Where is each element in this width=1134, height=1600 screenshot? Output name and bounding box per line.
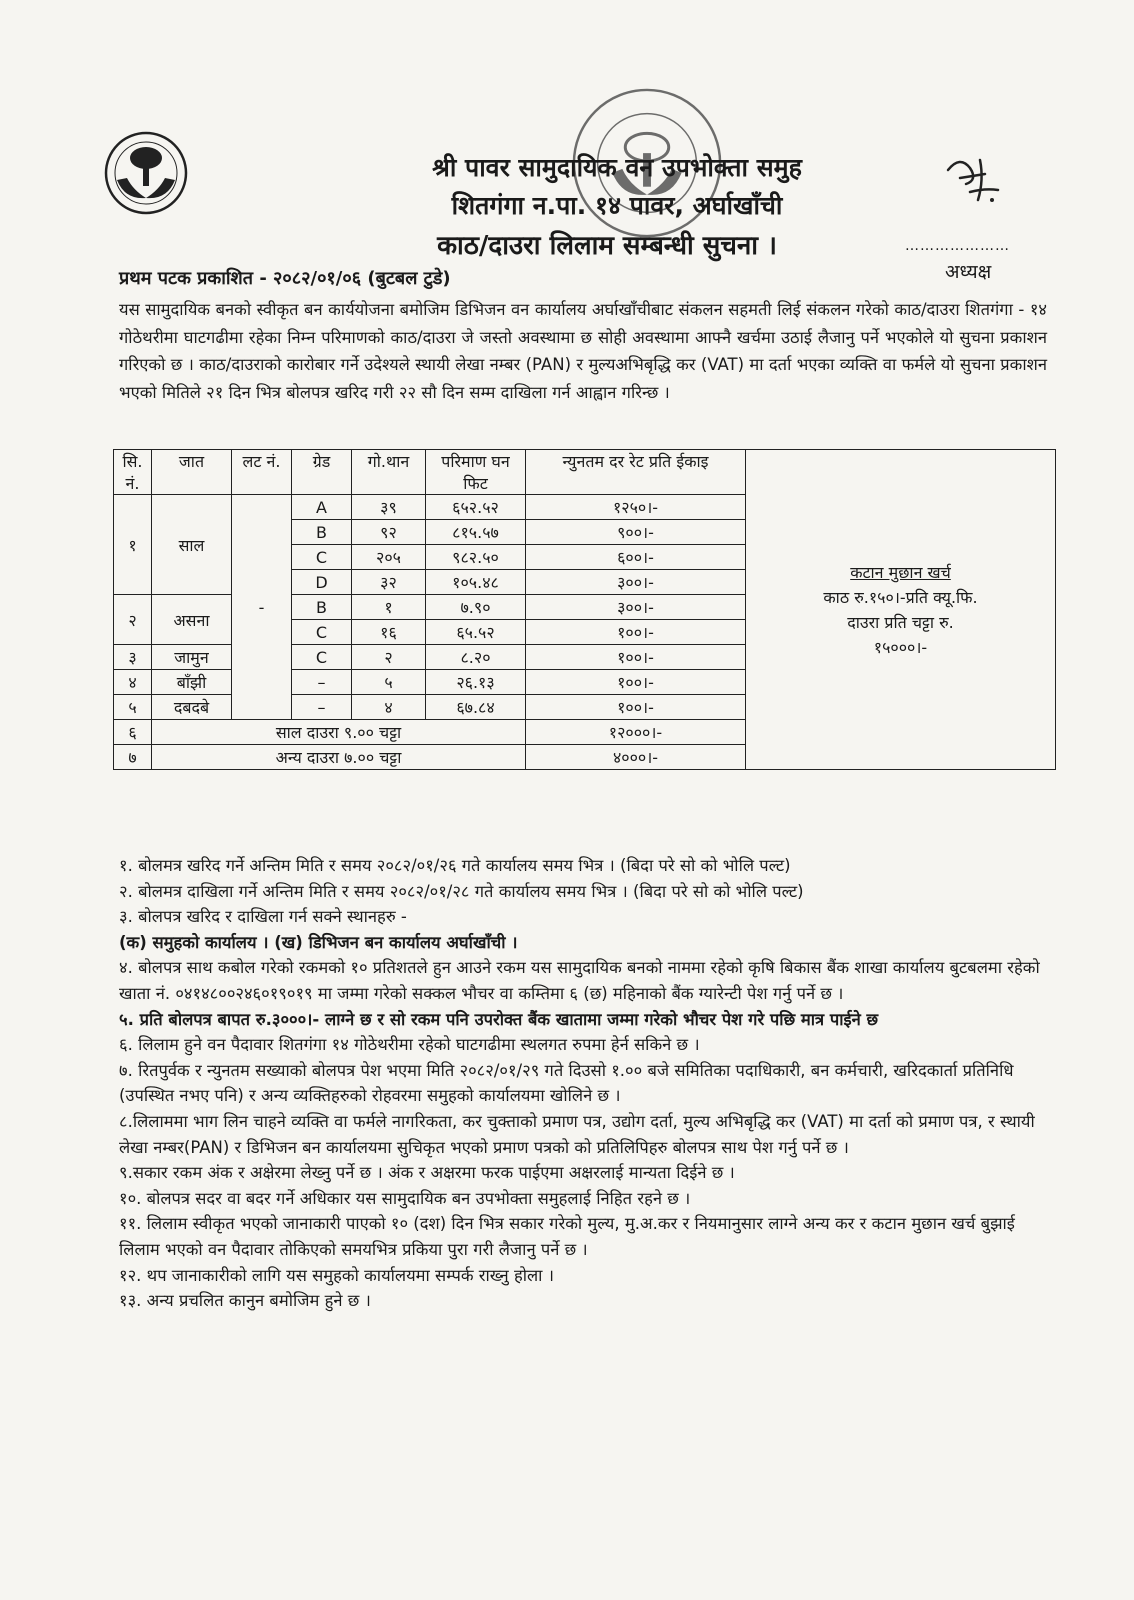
- cell-rate: १००।-: [526, 620, 746, 645]
- cell-logs: ३९: [352, 495, 426, 520]
- term-item: १. बोलमत्र खरिद गर्ने अन्तिम मिति र समय २०८२/०१/२६ गते कार्यालय समय भित्र । (बिदा परे सो को भोलि पल्ट): [119, 856, 791, 875]
- notice-title: काठ/दाउरा लिलाम सम्बन्धी सुचना ।: [437, 231, 777, 261]
- cell-volume: ६५२.५२: [426, 495, 526, 520]
- cell-rate: ४०००।-: [526, 745, 746, 770]
- remarks-line: १५०००।-: [873, 637, 928, 657]
- cell-species: असना: [152, 595, 232, 645]
- cell-sn: ४: [114, 670, 152, 695]
- cell-logs: ४: [352, 695, 426, 720]
- signature-line: …………………: [905, 238, 1010, 254]
- cell-grade: C: [292, 645, 352, 670]
- term-item: १२. थप जानाकारीको लागि यस समुहको कार्यालयमा सम्पर्क राख्नु होला ।: [119, 1265, 554, 1285]
- cell-rate: १००।-: [526, 645, 746, 670]
- cell-logs: ९२: [352, 520, 426, 545]
- header-lot: लट नं.: [232, 450, 292, 495]
- cell-rate: १२०००।-: [526, 720, 746, 745]
- cell-volume: १०५.४८: [426, 570, 526, 595]
- term-item: ३. बोलपत्र खरिद र दाखिला गर्न सक्ने स्थानहरु -: [119, 907, 407, 927]
- cell-firewood-label: अन्य दाउरा ७.०० चट्टा: [152, 745, 526, 770]
- cell-grade: B: [292, 520, 352, 545]
- cell-grade: C: [292, 620, 352, 645]
- header-volume: परिमाण घन फिट: [426, 450, 526, 495]
- cell-logs: ५: [352, 670, 426, 695]
- cell-grade: –: [292, 670, 352, 695]
- cell-sn: ६: [114, 720, 152, 745]
- term-item: ७. रितपुर्वक र न्युनतम सख्याको बोलपत्र पेश भएमा मिति २०८२/०१/२९ गते दिउसो १.०० बजे समितिका पदाधिकारी, बन कर्मचारी, खरिदकार्ता प्रतिनिधि (उपस्थित नभए पनि) र अन्य व्यक्तिहरुको रोहवरमा समुहको कार्यालयमा खोलिने छ ।: [119, 1060, 1014, 1106]
- cell-rate: ३००।-: [526, 595, 746, 620]
- remarks-title: कटान मुछान खर्च: [850, 562, 951, 582]
- cell-grade: D: [292, 570, 352, 595]
- term-item: ५. प्रति बोलपत्र बापत रु.३०००।- लाग्ने छ र सो रकम पनि उपरोक्त बैंक खातामा जम्मा गरेको भौचर पेश गरे पछि मात्र पाईने छ: [119, 1009, 879, 1029]
- cell-logs: ३२: [352, 570, 426, 595]
- remarks-cell: [746, 450, 1056, 770]
- term-item: ११. लिलाम स्वीकृत भएको जानाकारी पाएको १० (दश) दिन भित्र सकार गरेको मुल्य, मु.अ.कर र नियमानुसार लाग्ने अन्य कर र कटान मुछान खर्च बुझाई लिलाम भएको वन पैदावार तोकिएको समयभित्र प्रकिया पुरा गरी लैजानु पर्ने छ ।: [119, 1214, 1015, 1259]
- term-item: ४. बोलपत्र साथ कबोल गरेको रकमको १० प्रतिशतले हुन आउने रकम यस सामुदायिक बनको नाममा रहेको कृषि बिकास बैंक शाखा कार्यालय बुटबलमा रहेको खाता नं. ०४१४८००२४६०१९०१९ मा जम्मा गरेको सक्कल भौचर वा कम्तिमा ६ (छ) महिनाको बैंक ग्यारेन्टी पेश गर्नु पर्ने छ ।: [119, 958, 1040, 1003]
- signatory-designation: अध्यक्ष: [945, 261, 992, 283]
- header-sn: सि. नं.: [114, 450, 152, 495]
- cell-volume: २६.१३: [426, 670, 526, 695]
- cell-volume: ८१५.५७: [426, 520, 526, 545]
- remarks-line: काठ रु.१५०।-प्रति क्यू.फि.: [823, 587, 978, 607]
- cell-sn: ७: [114, 745, 152, 770]
- cell-rate: १००।-: [526, 670, 746, 695]
- org-name: श्री पावर सामुदायिक वन उपभोक्ता समुह: [432, 153, 802, 182]
- term-item: (क) समुहको कार्यालय । (ख) डिभिजन बन कार्यालय अर्घाखाँची ।: [119, 932, 518, 952]
- term-item: ९.सकार रकम अंक र अक्षेरमा लेख्नु पर्ने छ । अंक र अक्षरमा फरक पाईएमा अक्षरलाई मान्यता दिईने छ ।: [119, 1163, 735, 1183]
- cell-lot: -: [232, 495, 292, 720]
- cell-sn: १: [114, 495, 152, 595]
- org-address: शितगंगा न.पा. १४ पावर, अर्घाखाँची: [451, 191, 783, 220]
- cell-sn: ५: [114, 695, 152, 720]
- cell-volume: ८.२०: [426, 645, 526, 670]
- cell-volume: ७.९०: [426, 595, 526, 620]
- cell-species: साल: [152, 495, 232, 595]
- cell-species: बाँझी: [152, 670, 232, 695]
- header-grade: ग्रेड: [292, 450, 352, 495]
- cell-volume: ६५.५२: [426, 620, 526, 645]
- cell-grade: –: [292, 695, 352, 720]
- terms-list: [119, 853, 1044, 1314]
- cell-rate: ६००।-: [526, 545, 746, 570]
- header-logs: गो.थान: [352, 450, 426, 495]
- cell-rate: १००।-: [526, 695, 746, 720]
- cell-rate: ३००।-: [526, 570, 746, 595]
- cell-grade: B: [292, 595, 352, 620]
- term-item: १३. अन्य प्रचलित कानुन बमोजिम हुने छ ।: [119, 1291, 371, 1311]
- cell-rate: ९००।-: [526, 520, 746, 545]
- term-item: ६. लिलाम हुने वन पैदावार शितगंगा १४ गोठेथरीमा रहेको घाटगढीमा स्थलगत रुपमा हेर्न सकिने छ ।: [119, 1035, 700, 1055]
- publication-info: प्रथम पटक प्रकाशित - २०८२/०१/०६ (बुटबल टुडे): [119, 268, 451, 289]
- cell-grade: C: [292, 545, 352, 570]
- cell-sn: ३: [114, 645, 152, 670]
- cell-firewood-label: साल दाउरा ९.०० चट्टा: [152, 720, 526, 745]
- remarks-line: दाउरा प्रति चट्टा रु.: [847, 612, 954, 632]
- term-item: ८.लिलाममा भाग लिन चाहने व्यक्ति वा फर्मले नागरिकता, कर चुक्ताको प्रमाण पत्र, उद्योग दर्ता, मुल्य अभिबृद्धि कर (VAT) मा दर्ता को प्रमाण पत्र, र स्थायी लेखा नम्बर(PAN) र डिभिजन बन कार्यालयमा सुचिकृत भएको प्रमाण पत्रको को प्रतिलिपिहरु बोलपत्र साथ पेश गर्नु पर्ने छ ।: [119, 1111, 1035, 1157]
- auction-table: [113, 449, 1056, 770]
- table-header-row: [114, 450, 1056, 495]
- term-item: १०. बोलपत्र सदर वा बदर गर्ने अधिकार यस सामुदायिक बन उपभोक्ता समुहलाई निहित रहने छ ।: [119, 1188, 691, 1208]
- header-rate: न्युनतम दर रेट प्रति ईकाइ: [526, 450, 746, 495]
- cell-species: दबदबे: [152, 695, 232, 720]
- cell-grade: A: [292, 495, 352, 520]
- term-item: २. बोलमत्र दाखिला गर्ने अन्तिम मिति र समय २०८२/०१/२८ गते कार्यालय समय भित्र । (बिदा परे सो को भोलि पल्ट): [119, 881, 804, 901]
- cell-species: जामुन: [152, 645, 232, 670]
- cell-rate: १२५०।-: [526, 495, 746, 520]
- header-species: जात: [152, 450, 232, 495]
- cell-sn: २: [114, 595, 152, 645]
- cell-logs: १६: [352, 620, 426, 645]
- cell-logs: २: [352, 645, 426, 670]
- cell-logs: २०५: [352, 545, 426, 570]
- intro-paragraph: यस सामुदायिक बनको स्वीकृत बन कार्ययोजना बमोजिम डिभिजन वन कार्यालय अर्घाखाँचीबाट संकलन सहमती लिई संकलन गरेको काठ/दाउरा शितगंगा - १४ गोठेथरीमा घाटगढीमा रहेका निम्न परिमाणको काठ/दाउरा जे जस्तो अवस्थामा छ सोही अवस्थामा आफ्नै खर्चमा उठाई लैजानु पर्ने भएकोले यो सुचना प्रकाशन गरिएको छ । काठ/दाउराको कारोबार गर्ने उदेश्यले स्थायी लेखा नम्बर (PAN) र मुल्यअभिबृद्धि कर (VAT) मा दर्ता भएका व्यक्ति वा फर्मले यो सुचना प्रकाशन भएको मितिले २१ दिन भित्र बोलपत्र खरिद गरी २२ सौ दिन सम्म दाखिला गर्न आह्वान गरिन्छ ।: [119, 300, 1047, 402]
- cell-logs: १: [352, 595, 426, 620]
- cell-volume: ६७.८४: [426, 695, 526, 720]
- cell-volume: ९८२.५०: [426, 545, 526, 570]
